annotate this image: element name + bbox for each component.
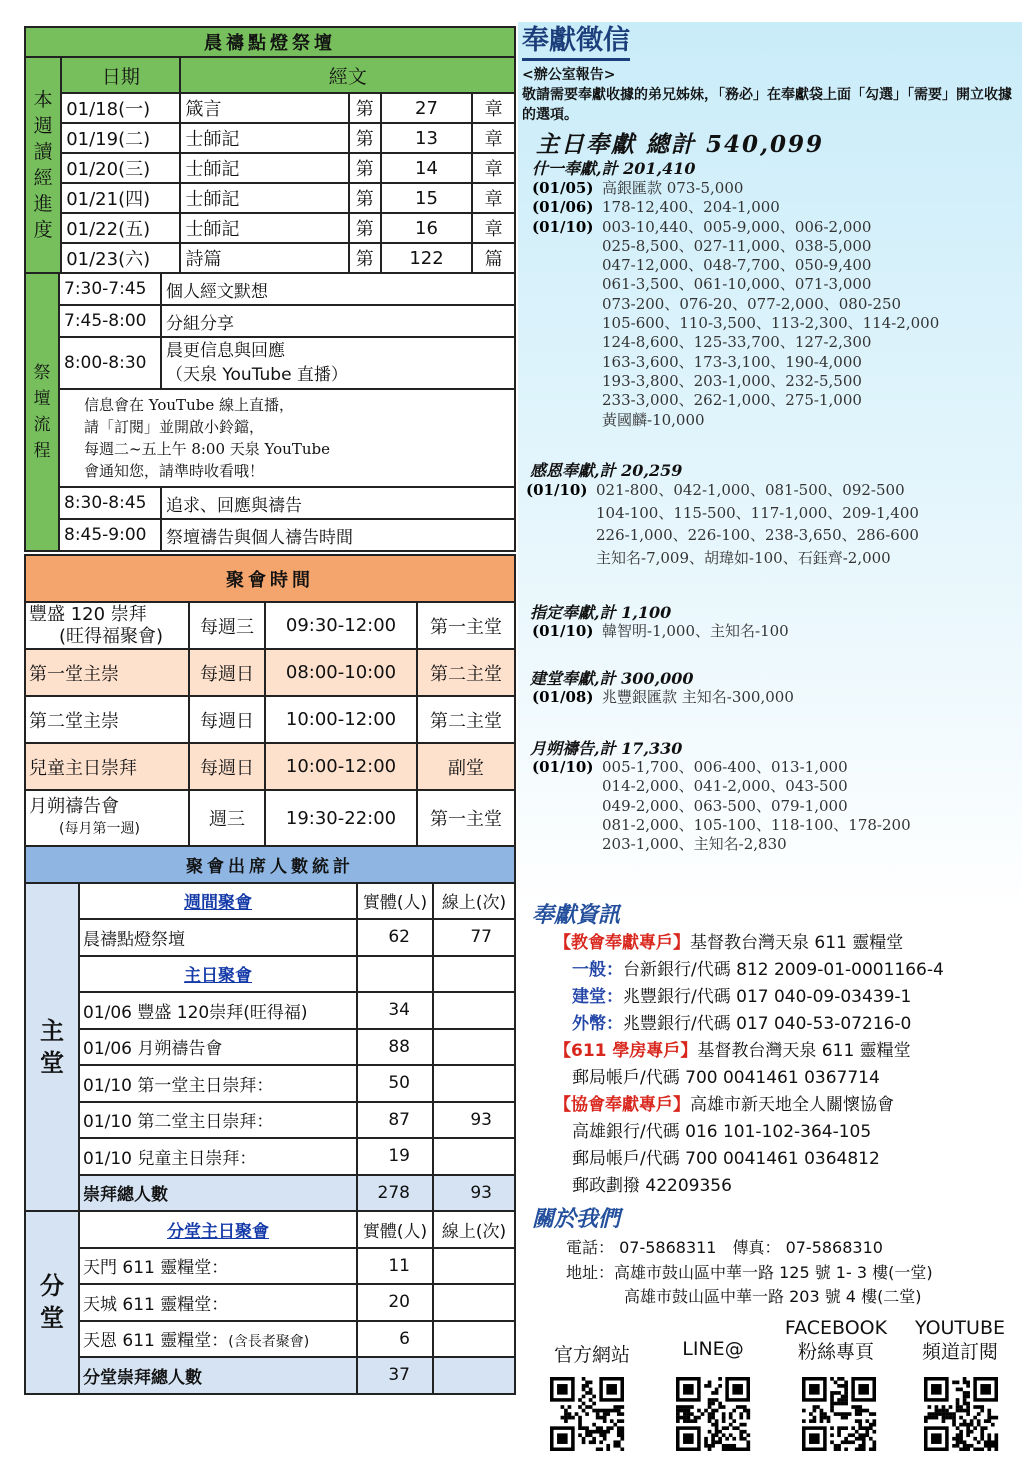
reading-label: 本週讀經進度 [25,57,61,273]
offering-entries: 124-8,600、125-33,700、127-2,300 [602,333,872,352]
offering-line [532,777,911,796]
qr-pattern [548,1377,626,1451]
offering-line [532,411,939,430]
thanks-title: 感恩奉獻,計 20,259 [530,461,683,480]
offering-line [532,275,939,294]
qr-pattern [922,1377,1000,1451]
foreign-account: 外幣：兆豐銀行/代碼 017 040-53-07216-0 [572,1014,912,1034]
offering-date: (01/10) [532,217,594,236]
tithe-list [532,179,939,430]
qr-code-website[interactable] [548,1377,626,1451]
sunday-link[interactable]: 主日聚會 [79,956,357,993]
reading-row: 01/20(三) 士師記 第 14 章 [25,153,515,183]
altar-title: 晨禱點燈祭壇 [25,27,515,57]
offering-line [532,372,939,391]
school-post: 郵局帳戶/代碼 700 0041461 0367714 [572,1068,880,1088]
offering-date: (01/10) [532,758,594,776]
qr-code-facebook[interactable] [800,1377,878,1451]
offering-line [532,391,939,410]
hdr-book: 經文 [180,57,515,93]
offering-date: (01/08) [532,688,594,706]
designated-title: 指定奉獻,計 1,100 [530,603,672,622]
phone-fax: 電話： 07-5868311 傳真： 07-5868310 [566,1238,883,1257]
attendance-row: 01/10 第二堂主日崇拜： 87 93 [25,1102,515,1139]
qr-pattern [674,1377,752,1451]
offering-entries: 003-10,440、005-9,000、006-2,000 [602,217,872,236]
general-account: 一般：台新銀行/代碼 812 2009-01-0001166-4 [572,960,944,980]
offering-line [532,179,939,198]
offering-line [532,256,939,275]
assoc-bank: 高雄銀行/代碼 016 101-102-364-105 [572,1122,872,1142]
meeting-row: 豐盛 120 崇拜 (旺得福聚會) 每週三 09:30-12:00 第一主堂 [25,602,515,649]
offering-entries: 193-3,800、203-1,000、232-5,500 [602,371,862,390]
qr-label-facebook: FACEBOOK 粉絲專頁 [784,1317,888,1363]
branch-total-row: 分堂崇拜總人數 37 [25,1357,515,1394]
assoc-account: 【協會奉獻專戶】高雄市新天地全人關懷協會 [554,1095,894,1115]
hdr-date: 日期 [61,57,180,93]
offering-entries: 081-2,000、105-100、118-100、178-200 [602,815,911,834]
meeting-row: 月朔禱告會 (每月第一週) 週三 19:30-22:00 第一主堂 [25,790,515,846]
offering-entries: 014-2,000、041-2,000、043-500 [602,777,848,796]
attendance-row: 01/10 第一堂主日崇拜： 50 [25,1065,515,1102]
attendance-row: 01/10 兒童主日崇拜： 19 [25,1138,515,1175]
qr-code-line[interactable] [674,1377,752,1451]
offering-line [526,502,919,525]
offering-entries: 黃國麟-10,000 [602,410,705,429]
address-2: 高雄市鼓山區中華一路 203 號 4 樓(二堂) [624,1287,922,1306]
offering-entries: 105-600、110-3,500、113-2,300、114-2,000 [602,314,940,333]
offering-entries: 104-100、115-500、117-1,000、209-1,400 [596,503,919,522]
building-list [532,688,794,707]
branch-label: 分堂 [25,1211,79,1394]
attendance-table: 聚會出席人數統計 主堂 週間聚會 實體(人) 線上(次) 晨禱點燈祭壇 62 77 主日聚會 01/06 豐盛 120崇拜(旺得福) 34 01/06 月朔禱告會 88 01/10 第一堂主日崇拜： 50 01/10 第二堂主日崇拜： 87 93 01/10 兒童主日崇拜： 19 崇拜總人數 278 93 分堂 分堂主日聚會 實體(人) 線上(次) 天門 611 靈糧堂： 11 天城 611 靈糧堂： 20 天恩 611 靈糧堂：(含長者聚會) 6 分堂崇拜總人數 37 [24,845,516,1395]
qr-code-youtube[interactable] [922,1377,1000,1451]
offering-entries: 主知名-7,009、胡瑋如-100、石鈺齊-2,000 [596,548,891,567]
school-account: 【611 學房專戶】基督教台灣天泉 611 靈糧堂 [554,1041,911,1061]
offering-entries: 163-3,600、173-3,100、190-4,000 [602,352,862,371]
branch-row: 天門 611 靈糧堂： 11 [25,1248,515,1285]
meetings-table [24,554,516,847]
offering-line [526,547,919,570]
info-title: 奉獻資訊 [532,902,621,928]
offering-line [532,622,789,641]
offering-entries: 061-3,500、061-10,000、071-3,000 [602,275,872,294]
offering-entries: 203-1,000、主知名-2,830 [602,835,787,854]
designated-list [532,622,789,641]
attendance-row: 晨禱點燈祭壇 62 77 [25,919,515,956]
offering-line [526,479,919,502]
attendance-row: 01/06 豐盛 120崇拜(旺得福) 34 [25,992,515,1029]
reading-row: 01/23(六) 詩篇 第 122 篇 [25,243,515,273]
offering-date: (01/06) [532,198,594,217]
reading-row: 01/21(四) 士師記 第 15 章 [25,183,515,213]
qr-label-website: 官方網站 [553,1344,630,1366]
offering-line [532,758,911,777]
branch-row: 天恩 611 靈糧堂：(含長者聚會) 6 [25,1321,515,1358]
office-report-text: 敬請需要奉獻收據的弟兄姊妹，「務必」在奉獻袋上面「勾選」「需要」開立收據的選項。 [522,87,1012,123]
office-report-label: <辦公室報告> [522,67,616,83]
weekday-link[interactable]: 週間聚會 [79,883,357,920]
reading-row: 01/19(二) 士師記 第 13 章 [25,123,515,153]
offering-entries: 021-800、042-1,000、081-500、092-500 [596,481,905,499]
meeting-row: 兒童主日崇拜 每週日 10:00-12:00 副堂 [25,743,515,790]
building-title: 建堂奉獻,計 300,000 [530,669,694,688]
qr-pattern [800,1377,878,1451]
offering-total: 主日奉獻 總計 540,099 [536,131,825,158]
assoc-transfer: 郵政劃撥 42209356 [572,1176,732,1196]
offering-entries: 兆豐銀匯款 主知名-300,000 [602,688,794,706]
branch-row: 天城 611 靈糧堂： 20 [25,1284,515,1321]
offering-line [532,797,911,816]
offering-entries: 005-1,700、006-400、013-1,000 [602,758,848,776]
offering-line [532,688,794,707]
reading-row: 01/18(一) 箴言 第 27 章 [25,93,515,123]
offering-entries: 高銀匯款 073-5,000 [602,179,744,197]
build-account: 建堂：兆豐銀行/代碼 017 040-09-03439-1 [572,987,912,1007]
offering-date: (01/10) [532,622,594,640]
offering-entries: 韓智明-1,000、主知名-100 [602,622,789,640]
offering-entries: 226-1,000、226-100、238-3,650、286-600 [596,526,919,545]
offering-line [532,237,939,256]
thanks-list [526,479,919,569]
flow-label: 祭壇流程 [25,273,59,551]
assoc-post: 郵局帳戶/代碼 700 0041461 0364812 [572,1149,880,1169]
altar-table [24,26,516,274]
attendance-title: 聚會出席人數統計 [25,846,515,883]
attendance-row: 01/06 月朔禱告會 88 [25,1029,515,1066]
reading-row: 01/22(五) 士師記 第 16 章 [25,213,515,243]
meeting-row: 第一堂主崇 每週日 08:00-10:00 第二主堂 [25,649,515,696]
offering-line [532,353,939,372]
offering-line [532,835,911,854]
main-hall-label: 主堂 [25,883,79,1212]
offering-line [532,816,911,835]
offering-panel [518,22,1022,1456]
offering-date: (01/05) [532,179,594,197]
newmoon-title: 月朔禱告,計 17,330 [530,739,683,758]
offering-entries: 178-12,400、204-1,000 [602,198,780,217]
tithe-title: 什一奉獻,計 201,410 [532,159,696,178]
about-title: 關於我們 [532,1206,621,1232]
flow-table: 祭壇流程 7:30-7:45 個人經文默想 7:45-8:00 分組分享 8:00-8:30 晨更信息與回應 （天泉 YouTube 直播） 信息會在 YouTube 線上直播， 請「訂閱」並開啟小鈴鐺， 每週二~五上午 8:00 天泉 YouTube 會通知您，請準時收看哦！ 8:30-8:45 追求、回應與禱告 8:45-9:00 祭壇禱告與個人禱告時間 [24,272,516,552]
offering-date: (01/10) [526,481,588,499]
left-column [24,26,516,1395]
qr-label-youtube: YOUTUBE 頻道訂閱 [915,1317,1005,1363]
offering-line [526,524,919,547]
qr-label-line: LINE@ [682,1338,744,1360]
offering-entries: 049-2,000、063-500、079-1,000 [602,796,848,815]
offering-line [532,198,939,217]
church-account: 【教會奉獻專戶】基督教台灣天泉 611 靈糧堂 [554,933,904,953]
meeting-row: 第二堂主崇 每週日 10:00-12:00 第二主堂 [25,696,515,743]
offering-title: 奉獻徵信 [522,24,630,61]
address-1: 地址：高雄市鼓山區中華一路 125 號 1- 3 樓(一堂) [566,1263,933,1282]
meetings-title: 聚會時間 [25,555,515,602]
offering-entries: 073-200、076-20、077-2,000、080-250 [602,294,902,313]
offering-line [532,218,939,237]
attendance-total-row: 崇拜總人數 278 93 [25,1175,515,1212]
offering-line [532,333,939,352]
offering-entries: 233-3,000、262-1,000、275-1,000 [602,391,862,410]
youtube-note: 信息會在 YouTube 線上直播， 請「訂閱」並開啟小鈴鐺， 每週二~五上午 8:00 天泉 YouTube 會通知您，請準時收看哦！ [59,389,515,487]
offering-entries: 025-8,500、027-11,000、038-5,000 [602,236,872,255]
offering-line [532,314,939,333]
branch-sunday-link[interactable]: 分堂主日聚會 [79,1211,357,1248]
newmoon-list [532,758,911,854]
offering-line [532,295,939,314]
offering-entries: 047-12,000、048-7,700、050-9,400 [602,256,872,275]
